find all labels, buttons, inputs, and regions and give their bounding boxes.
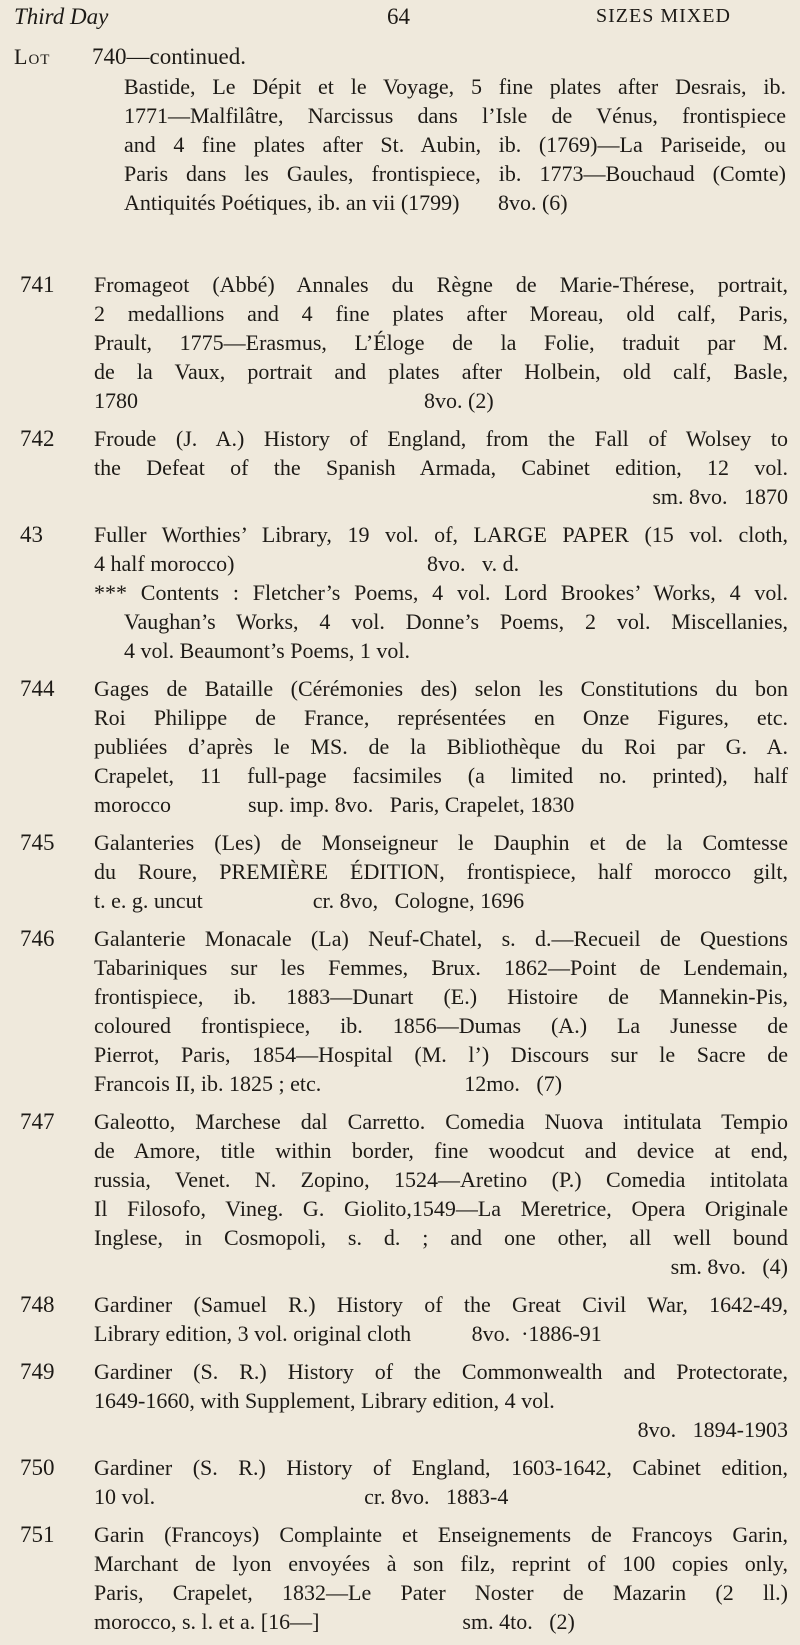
day-heading: Third Day — [14, 4, 109, 29]
lot-number: 747 — [20, 1109, 55, 1134]
lot-number: 751 — [20, 1522, 55, 1547]
lot-description — [94, 674, 788, 819]
text-line: de la Vaux, portrait and plates after Holbein, old calf, Basle, — [94, 359, 788, 384]
text-line: Francois II, ib. 1825 ; etc. 12mo. (7) — [94, 1071, 563, 1096]
text-line: Gardiner (S. R.) History of England, 1603-1642, Cabinet edition, — [94, 1455, 788, 1480]
text-line: morocco, s. l. et a. [16—] sm. 4to. (2) — [94, 1609, 575, 1634]
lot-number: 741 — [20, 272, 55, 297]
text-line: t. e. g. uncut cr. 8vo, Cologne, 1696 — [94, 888, 525, 913]
lot-entry-741 — [0, 270, 800, 415]
running-header — [0, 0, 800, 40]
lot-description — [94, 1290, 788, 1348]
text-line: Froude (J. A.) History of England, from the Fall of Wolsey to — [94, 426, 788, 451]
text-line: Gardiner (S. R.) History of the Commonwealth and Protectorate, — [94, 1359, 788, 1384]
lot-description — [94, 270, 788, 415]
text-line: morocco sup. imp. 8vo. Paris, Crapelet, 1830 — [94, 792, 575, 817]
lot-entry-750 — [0, 1453, 800, 1511]
lot-entry-745 — [0, 828, 800, 915]
text-line: 2 medallions and 4 fine plates after Moreau, old calf, Paris, — [94, 301, 788, 326]
lot-entry-742 — [0, 424, 800, 511]
lot-number: 744 — [20, 676, 55, 701]
text-line: coloured frontispiece, ib. 1856—Dumas (A.) La Junesse de — [94, 1013, 788, 1038]
text-line: Fuller Worthies’ Library, 19 vol. of, LARGE PAPER (15 vol. cloth, — [94, 522, 788, 547]
text-line: Galeotto, Marchese dal Carretto. Comedia Nuova intitulata Tempio — [94, 1109, 788, 1134]
text-line: sm. 8vo. 1870 — [652, 484, 788, 509]
text-line: Galanteries (Les) de Monseigneur le Dauphin et de la Comtesse — [94, 830, 788, 855]
text-line: 1649-1660, with Supplement, Library edition, 4 vol. — [94, 1388, 555, 1413]
text-line: Library edition, 3 vol. original cloth 8vo. ·1886-91 — [94, 1321, 602, 1346]
text-line: Il Filosofo, Vineg. G. Giolito,1549—La Meretrice, Opera Originale — [94, 1196, 788, 1221]
lot-number: 748 — [20, 1292, 55, 1317]
lot-entry-751 — [0, 1520, 800, 1636]
lot-description — [94, 520, 788, 665]
text-line: Vaughan’s Works, 4 vol. Donne’s Poems, 2 vol. Miscellanies, — [124, 609, 788, 634]
text-line: 1780 8vo. (2) — [94, 388, 494, 413]
text-line: Garin (Francoys) Complainte et Enseignements de Francoys Garin, — [94, 1522, 788, 1547]
contents-note — [94, 578, 788, 665]
lot-entry-746 — [0, 924, 800, 1098]
text-line: publiées d’après le MS. de la Bibliothèque du Roi par G. A. — [94, 734, 788, 759]
lot-description — [94, 1107, 788, 1281]
lot-label: Lot — [14, 44, 51, 69]
lot-number: 745 — [20, 830, 55, 855]
text-line: Gardiner (Samuel R.) History of the Great Civil War, 1642-49, — [94, 1292, 788, 1317]
text-line: Bastide, Le Dépit et le Voyage, 5 fine plates after Desrais, ib. — [124, 74, 786, 99]
lot-number: 43 — [20, 522, 43, 547]
text-line: Paris dans les Gaules, frontispiece, ib. 1773—Bouchaud (Comte) — [124, 161, 786, 186]
text-line: du Roure, PREMIÈRE ÉDITION, frontispiece, half morocco gilt, — [94, 859, 788, 884]
text-line: 4 vol. Beaumont’s Poems, 1 vol. — [124, 638, 410, 663]
lot-entry-747 — [0, 1107, 800, 1281]
lot-number: 750 — [20, 1455, 55, 1480]
lot-description — [94, 924, 788, 1098]
text-line: Paris, Crapelet, 1832—Le Pater Noster de Mazarin (2 ll.) — [94, 1580, 788, 1605]
text-line: Crapelet, 11 full-page facsimiles (a limited no. printed), half — [94, 763, 788, 788]
text-line: Marchant de lyon envoyées à son filz, reprint of 100 copies only, — [94, 1551, 788, 1576]
lot-description — [94, 1453, 788, 1511]
lot-description — [94, 1357, 788, 1444]
lot-number: 749 — [20, 1359, 55, 1384]
text-line: 1771—Malfilâtre, Narcissus dans l’Isle de Vénus, frontispiece — [124, 103, 786, 128]
text-line: Galanterie Monacale (La) Neuf-Chatel, s. d.—Recueil de Questions — [94, 926, 788, 951]
lot-description — [94, 424, 788, 511]
text-line: Tabariniques sur les Femmes, Brux. 1862—Point de Lendemain, — [94, 955, 788, 980]
text-line: 4 half morocco) 8vo. v. d. — [94, 551, 520, 576]
text-line: Inglese, in Cosmopoli, s. d. ; and one other, all well bound — [94, 1225, 788, 1250]
text-line: Pierrot, Paris, 1854—Hospital (M. l’) Discours sur le Sacre de — [94, 1042, 788, 1067]
lot-description — [94, 1520, 788, 1636]
lot-number: 746 — [20, 926, 55, 951]
page-number: 64 — [387, 4, 410, 29]
lot-description — [94, 828, 788, 915]
text-line: Roi Philippe de France, représentées en Onze Figures, etc. — [94, 705, 788, 730]
text-line: sm. 8vo. (4) — [670, 1254, 788, 1279]
text-line: Fromageot (Abbé) Annales du Règne de Marie-Thérese, portrait, — [94, 272, 788, 297]
text-line: 10 vol. cr. 8vo. 1883-4 — [94, 1484, 509, 1509]
lot-entry-744 — [0, 674, 800, 819]
text-line: de Amore, title within border, fine woodcut and device at end, — [94, 1138, 788, 1163]
text-line: Gages de Bataille (Cérémonies des) selon les Constitutions du bon — [94, 676, 788, 701]
text-line: russia, Venet. N. Zopino, 1524—Aretino (P.) Comedia intitolata — [94, 1167, 788, 1192]
lot-continued-text: 740—continued. — [92, 44, 246, 69]
text-line: Antiquités Poétiques, ib. an vii (1799) 8vo. (6) — [124, 190, 568, 215]
lot-740-continuation — [124, 72, 786, 217]
text-line: Prault, 1775—Erasmus, L’Éloge de la Folie, traduit par M. — [94, 330, 788, 355]
text-line: the Defeat of the Spanish Armada, Cabinet edition, 12 vol. — [94, 455, 788, 480]
text-line: and 4 fine plates after St. Aubin, ib. (1769)—La Pariseide, ou — [124, 132, 786, 157]
text-line: *** Contents : Fletcher’s Poems, 4 vol. Lord Brookes’ Works, 4 vol. — [94, 580, 788, 605]
lot-continued-heading — [0, 44, 800, 74]
section-heading: SIZES MIXED — [596, 5, 731, 27]
lot-number: 742 — [20, 426, 55, 451]
text-line: frontispiece, ib. 1883—Dunart (E.) Histoire de Mannekin-Pis, — [94, 984, 788, 1009]
lot-entry-748 — [0, 1290, 800, 1348]
text-line: 8vo. 1894-1903 — [637, 1417, 788, 1442]
lot-entry-749 — [0, 1357, 800, 1444]
lot-list — [0, 270, 800, 1645]
lot-entry-743 — [0, 520, 800, 665]
